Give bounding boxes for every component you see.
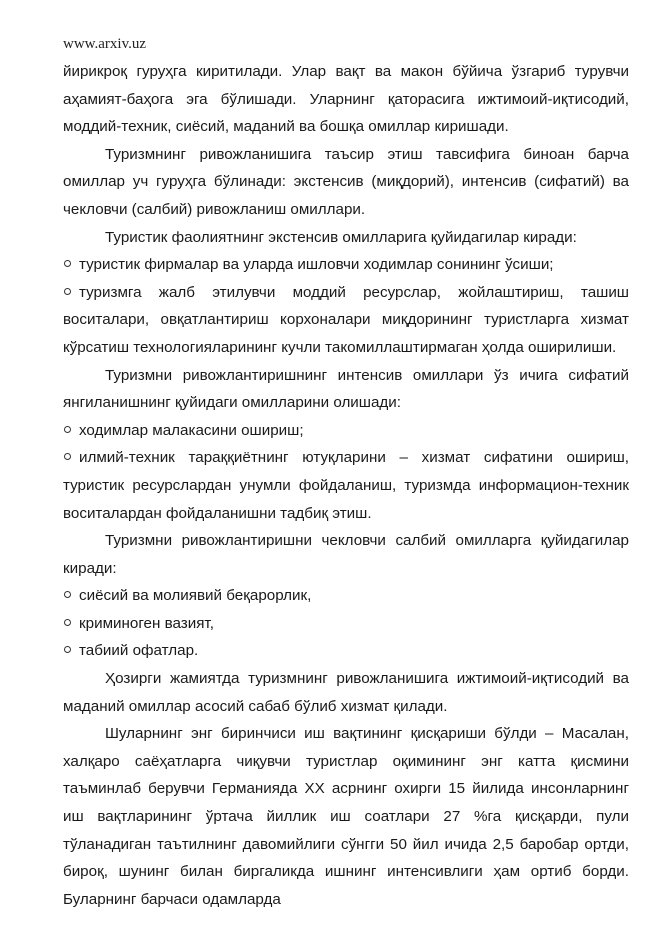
bullet-text: ходимлар малакасини ошириш; <box>79 421 304 439</box>
bullet-item <box>63 417 629 445</box>
paragraph: Шуларнинг энг биринчиси иш вақтининг қисқариши бўлди – Масалан, халқаро саёҳатларга чиқувчи туристлар оқимининг энг катта қисмини таъминлаб берувчи Германияда XX асрнинг охирги 15 йилида инсонларнинг иш вақтларининг ўртача йиллик иш соатлари 27 %га қисқарди, пули тўланадиган таътилнинг давомийлиги сўнгги 50 йил ичида 2,5 баробар ортди, бироқ, шунинг билан биргаликда ишнинг интенсивлиги ҳам ортиб борди. Буларнинг барчаси одамларда <box>63 725 629 908</box>
bullet-item <box>63 582 629 610</box>
bullet-text: илмий-техник тараққиётнинг ютуқларини – хизмат сифатини ошириш, туристик ресурслардан унумли фойдаланиш, туризмда информацион-техник воситалардан фойдаланишни тадбиқ этиш. <box>63 449 629 522</box>
bullet-text: сиёсий ва молиявий беқарорлик, <box>79 587 312 605</box>
bullet-text: туризмга жалб этилувчи моддий ресурслар, жойлаштириш, ташиш воситалари, овқатлантириш корхоналари миқдорининг туристларга хизмат кўрсатиш технологияларининг кучли такомиллаштирмаган ҳолда оширилиши. <box>63 283 629 356</box>
paragraph: Туризмни ривожлантиришнинг интенсив омиллари ўз ичига сифатий янгиланишнинг қуйидаги омилларини олишади: <box>63 366 629 412</box>
bullet-item <box>63 637 629 665</box>
bullet-item <box>63 444 629 527</box>
bullet-icon <box>64 260 71 267</box>
paragraph: Туризмни ривожлантиришни чекловчи салбий омилларга қуйидагилар киради: <box>63 532 629 577</box>
site-header: www.arxiv.uz <box>63 36 147 52</box>
bullet-icon <box>64 646 71 653</box>
bullet-text: криминоген вазият, <box>79 614 214 632</box>
bullet-item <box>63 610 629 638</box>
bullet-item <box>63 251 629 279</box>
bullet-text: туристик фирмалар ва уларда ишловчи ходимлар сонининг ўсиши; <box>79 256 554 274</box>
document-body <box>63 58 629 913</box>
paragraph: йирикроқ гуруҳга киритилади. Улар вақт ва макон бўйича ўзгариб турувчи аҳамият-баҳога эга бўлишади. Уларнинг қаторасига ижтимоий-иқтисодий, моддий-техник, сиёсий, маданий ва бошқа омиллар киришади. <box>63 63 629 136</box>
bullet-icon <box>64 453 71 460</box>
bullet-item <box>63 279 629 362</box>
bullet-icon <box>64 288 71 295</box>
bullet-icon <box>64 426 71 433</box>
bullet-icon <box>64 619 71 626</box>
paragraph: Туризмнинг ривожланишига таъсир этиш тавсифига биноан барча омиллар уч гуруҳга бўлинади: экстенсив (миқдорий), интенсив (сифатий) ва чекловчи (салбий) ривожланиш омиллари. <box>63 145 629 218</box>
paragraph: Ҳозирги жамиятда туризмнинг ривожланишига ижтимоий-иқтисодий ва маданий омиллар асосий сабаб бўлиб хизмат қилади. <box>63 670 629 715</box>
paragraph: Туристик фаолиятнинг экстенсив омилларига қуйидагилар киради: <box>105 228 577 246</box>
bullet-icon <box>64 591 71 598</box>
bullet-text: табиий офатлар. <box>79 642 199 660</box>
